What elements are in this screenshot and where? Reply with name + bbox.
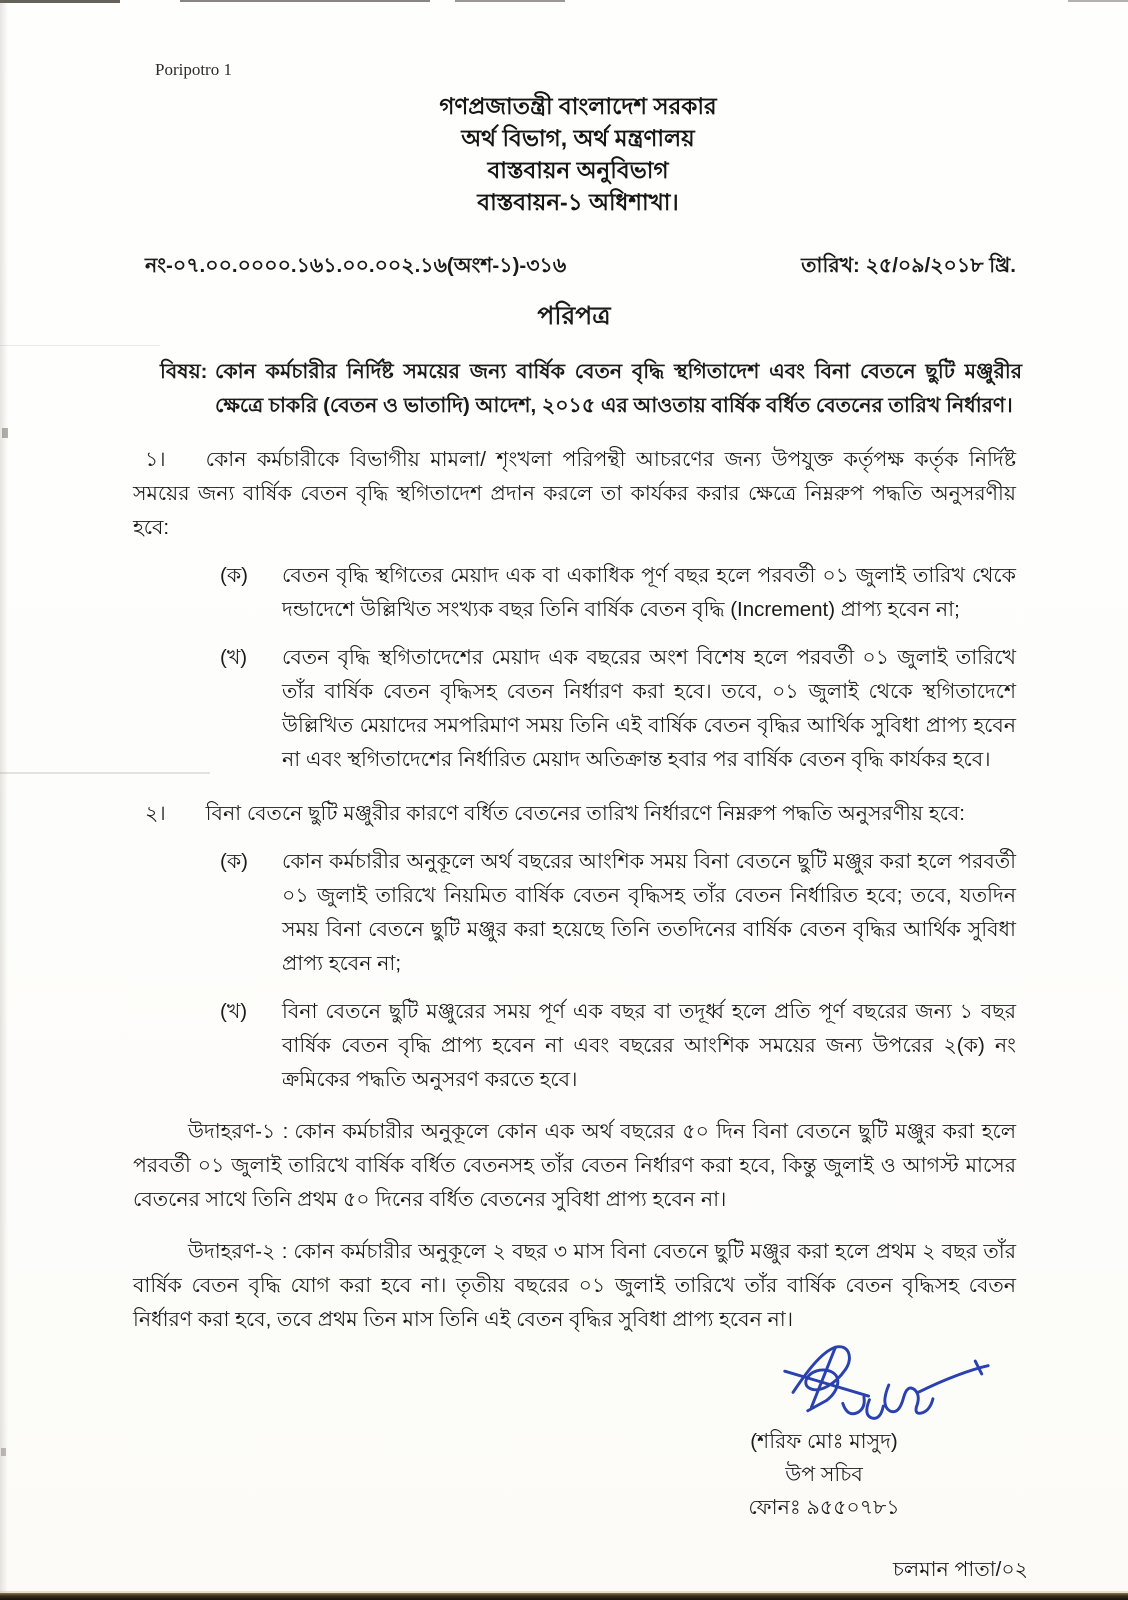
scan-artifact-top	[1068, 0, 1128, 2]
scan-speck	[1, 1448, 6, 1456]
example-1-text: কোন কর্মচারীর অনুকূলে কোন এক অর্থ বছরের ৫০ দিন বিনা বেতনে ছুটি মঞ্জুর করা হলে পরবর্তী ০১ জুলাই তারিখে বার্ষিক বর্ধিত বেতনসহ তাঁর বেতন নির্ধারণ করা হবে, কিন্তু জুলাই ও আগস্ট মাসের বেতনের সাথে তিনি প্রথম ৫০ দিনের বর্ধিত বেতনের সুবিধা প্রাপ্য হবেন না।	[133, 1120, 1016, 1211]
item-label: (ক)	[220, 564, 248, 587]
signatory-designation: উপ সচিব	[785, 1463, 863, 1486]
continuation-note: চলমান পাতা/০২	[892, 1558, 1028, 1581]
paper-crease	[0, 345, 160, 346]
signatory-phone: ফোনঃ ৯৫৫০৭৮১	[748, 1496, 900, 1519]
example-2-text: কোন কর্মচারীর অনুকূলে ২ বছর ৩ মাস বিনা বেতনে ছুটি মঞ্জুর করা হলে প্রথম ২ বছর তাঁর বার্ষিক বেতন বৃদ্ধি যোগ করা হবে না। তৃতীয় বছরের ০১ জুলাই তারিখে তাঁর বার্ষিক বেতন বৃদ্ধিসহ বেতন নির্ধারণ করা হবে, তবে প্রথম তিন মাস তিনি এই বেতন বৃদ্ধির সুবিধা প্রাপ্য হবেন না।	[133, 1240, 1016, 1331]
section-2-paragraph	[133, 797, 1016, 831]
item-text: বিনা বেতনে ছুটি মঞ্জুরের সময় পূর্ণ এক বছর বা তদূর্ধ্ব হলে প্রতি পূর্ণ বছরের জন্য ১ বছর বার্ষিক বেতন বৃদ্ধি প্রাপ্য হবেন না এবং বছরের আংশিক সময়ের জন্য উপরের ২(ক) নং ক্রমিকের পদ্ধতি অনুসরণ করতে হবে।	[282, 1000, 1016, 1091]
letterhead-line-government: গণপ্রজাতন্ত্রী বাংলাদেশ সরকার	[439, 93, 717, 119]
section-1-number: ১।	[145, 448, 166, 471]
section-1-item-ka	[133, 559, 1016, 627]
subject-label: বিষয়:	[160, 360, 208, 383]
subject-text: কোন কর্মচারীর নির্দিষ্ট সময়ের জন্য বার্ষিক বেতন বৃদ্ধি স্থগিতাদেশ এবং বিনা বেতনে ছুটি মঞ্জুরীর ক্ষেত্রে চাকরি (বেতন ও ভাতাদি) আদেশ, ২০১৫ এর আওতায় বার্ষিক বর্ধিত বেতনের তারিখ নির্ধারণ।	[215, 360, 1022, 417]
section-1-text: কোন কর্মচারীকে বিভাগীয় মামলা/ শৃংখলা পরিপন্থী আচরণের জন্য উপযুক্ত কর্তৃপক্ষ কর্তৃক নির্দিষ্ট সময়ের জন্য বার্ষিক বেতন বৃদ্ধি স্থগিতাদেশ প্রদান করলে তা কার্যকর করার ক্ষেত্রে নিম্নরুপ পদ্ধতি অনুসরণীয় হবে:	[133, 448, 1016, 539]
section-2-item-kha	[133, 995, 1016, 1097]
example-1	[133, 1115, 1016, 1217]
page-label: Poripotro 1	[155, 60, 232, 79]
signature-block	[638, 1339, 1010, 1524]
section-2-item-ka	[133, 845, 1016, 981]
reference-and-date-row	[145, 250, 1016, 284]
signatory-name: (শরিফ মোঃ মাসুদ)	[750, 1430, 898, 1453]
section-2-number: ২।	[145, 802, 166, 825]
example-2	[133, 1235, 1016, 1337]
reference-number: নং-০৭.০০.০০০০.১৬১.০০.০০২.১৬(অংশ-১)-৩১৬	[145, 254, 567, 277]
subject-block	[133, 355, 1022, 423]
item-text: কোন কর্মচারীর অনুকূলে অর্থ বছরের আংশিক সময় বিনা বেতনে ছুটি মঞ্জুর করা হলে পরবর্তী ০১ জুলাই তারিখে নিয়মিত বার্ষিক বেতন বৃদ্ধিসহ তাঁর বেতন নির্ধারিত হবে; তবে, যতদিন সময় বিনা বেতনে ছুটি মঞ্জুর করা হয়েছে তিনি ততদিনের বার্ষিক বেতন বৃদ্ধির আর্থিক সুবিধা প্রাপ্য হবেন না;	[282, 850, 1016, 975]
document-title: পরিপত্র	[537, 302, 611, 330]
item-label: (খ)	[220, 646, 248, 669]
letterhead-line-branch: বাস্তবায়ন-১ অধিশাখা।	[477, 189, 679, 215]
example-2-label: উদাহরণ-২ :	[188, 1240, 288, 1263]
item-label: (ক)	[220, 850, 248, 873]
letterhead-line-division: অর্থ বিভাগ, অর্থ মন্ত্রণালয়	[461, 125, 695, 151]
letterhead	[14, 90, 1128, 218]
section-1-paragraph	[133, 443, 1016, 545]
item-label: (খ)	[220, 1000, 248, 1023]
example-1-label: উদাহরণ-১ :	[188, 1120, 289, 1143]
scan-artifact-top	[180, 0, 430, 2]
scan-artifact-bottom-edge	[0, 1593, 1128, 1600]
item-text: বেতন বৃদ্ধি স্থগিতের মেয়াদ এক বা একাধিক পূর্ণ বছর হলে পরবর্তী ০১ জুলাই তারিখ থেকে দন্ডাদেশে উল্লিখিত সংখ্যক বছর তিনি বার্ষিক বেতন বৃদ্ধি (Increment) প্রাপ্য হবেন না;	[282, 564, 1016, 621]
section-1-item-kha	[133, 641, 1016, 777]
item-text: বেতন বৃদ্ধি স্থগিতাদেশের মেয়াদ এক বছরের অংশ বিশেষ হলে পরবর্তী ০১ জুলাই তারিখে তাঁর বার্ষিক বেতন বৃদ্ধিসহ বেতন নির্ধারণ করা হবে। তবে, ০১ জুলাই থেকে স্থগিতাদেশে উল্লিখিত মেয়াদের সমপরিমাণ সময় তিনি এই বার্ষিক বেতন বৃদ্ধির আর্থিক সুবিধা প্রাপ্য হবেন না এবং স্থগিতাদেশের নির্ধারিত মেয়াদ অতিক্রান্ত হবার পর বার্ষিক বেতন বৃদ্ধি কার্যকর হবে।	[282, 646, 1016, 771]
signature-ink	[771, 1339, 1001, 1431]
scan-speck	[2, 428, 8, 438]
scan-artifact-top	[0, 0, 120, 3]
scan-artifact-left-shade	[0, 0, 8, 1600]
document-date: তারিখ: ২৫/০৯/২০১৮ খ্রি.	[801, 254, 1016, 277]
scan-artifact-top	[455, 0, 565, 2]
section-2-text: বিনা বেতনে ছুটি মঞ্জুরীর কারণে বর্ধিত বেতনের তারিখ নির্ধারণে নিম্নরুপ পদ্ধতি অনুসরণীয় হবে:	[205, 802, 965, 825]
letterhead-line-wing: বাস্তবায়ন অনুবিভাগ	[487, 157, 669, 183]
